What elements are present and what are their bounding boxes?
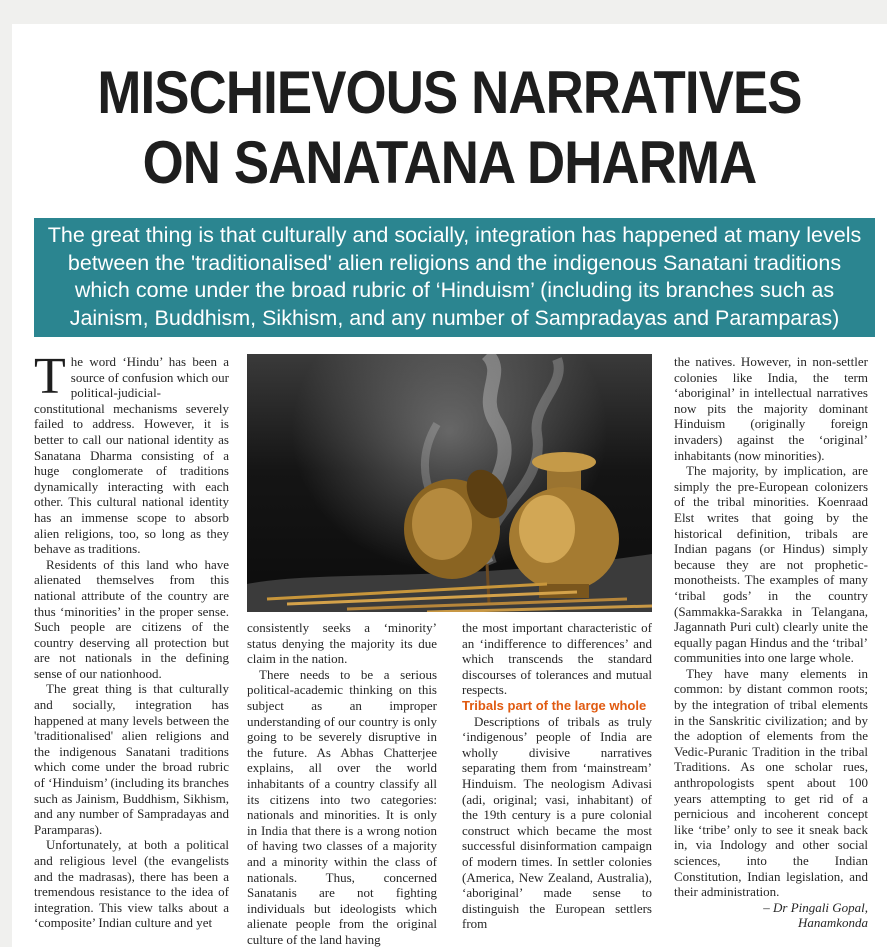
paragraph: The great thing is that culturally and socially, integration has happened at many levels between the 'traditionalised' alien religions and the indigenous Sanatani traditions which come under the broad rubric of ‘Hinduism’ (including its branches such as Jainism, Buddhism, Sikhism, and any number of Sampradayas and Paramparas). xyxy=(34,681,229,837)
paragraph: the most important characteristic of an ‘indifference to differences’ and which transcends the standard discourses of tolerances and mutual respects. xyxy=(462,620,652,698)
paragraph: Unfortunately, at both a political and religious level (the evangelists and the madrasas), there has been a tremendous resistance to the idea of integration. This view talks about a ‘composite’ Indian culture and yet xyxy=(34,837,229,931)
column-1 xyxy=(34,348,229,931)
column-2 xyxy=(247,620,437,947)
deck-line: between the 'traditionalised' alien religions and the indigenous Sanatani traditions xyxy=(67,250,842,275)
lead-paragraph xyxy=(34,348,229,557)
newspaper-page xyxy=(12,24,887,947)
deck-line: Jainism, Buddhism, Sikhism, and any number of Sampradayas and Paramparas) xyxy=(69,305,840,330)
headline xyxy=(65,58,835,198)
paragraph: They have many elements in common: by distant common roots; by the integration of tribal elements in the Sanskritic civilization; and by the adoption of elements from the Vedic-Puranic Tradition in the tribal Traditions. As one scholar rues, anthropologists spent about 100 years attempting to get rid of a pernicious and incoherent concept like ‘tribe’ only to see it sneak back in, via Indology and other social sciences, into the Indian Constitution, Indian legislation, and their administration. xyxy=(674,665,868,900)
dropcap: T xyxy=(34,348,66,405)
headline-line-2: ON SANATANA DHARMA xyxy=(142,129,757,196)
deck-standfirst xyxy=(34,218,875,337)
headline-line-1: MISCHIEVOUS NARRATIVES xyxy=(97,59,802,126)
deck-line: The great thing is that culturally and socially, integration has happened at many levels xyxy=(47,223,862,247)
paragraph: Descriptions of tribals as truly ‘indigenous’ people of India are wholly divisive narratives separating them from ‘mainstream’ Hinduism. The neologism Adivasi (adi, original; vasi, inhabitant) of the 19th century is a pure colonial construct which became the most successful disinformation campaign of modern times. In settler colonies (America, New Zealand, Australia), ‘aboriginal’ made sense to distinguish the European settlers from xyxy=(462,713,652,932)
photo-illustration xyxy=(247,354,652,612)
deck-line: which come under the broad rubric of ‘Hinduism’ (including its branches such as xyxy=(74,278,835,302)
subheading: Tribals part of the large whole xyxy=(462,697,647,713)
paragraph: There needs to be a serious political-academic thinking on this subject as an improper understanding of our country is only going to be severely disruptive in the future. As Abhas Chatterjee explains, all over the world inhabitants of a country classify all its citizens into two categories: nationals and minorities. It is only in India that there is a wrong notion of having two classes of a majority and a minority within the class of nationals. Thus, concerned Sanatanis are not fighting individuals but ideologists which alienate people from the original culture of the land having xyxy=(247,666,437,947)
byline-place: Hanamkonda xyxy=(797,915,868,931)
paragraph-text: he word ‘Hindu’ has been a source of confusion which our political-judicial-constitutional mechanisms severely failed to address. However, it is better to call our national identity as Sanatana Dharma consisting of a huge conglomerate of traditions dynamically interacting with each other. This cultural national identity has an immense scope to absorb alien religions, too, so long as they behave as traditions. xyxy=(34,354,229,557)
brass-pots-photo xyxy=(247,354,652,612)
paragraph: Residents of this land who have alienated themselves from this national attribute of the country are thus ‘minorities’ in the proper sense. Such people are citizens of the country deserving all protection but are not nationals in the defining sense of our nationhood. xyxy=(34,556,229,681)
byline-author: – Dr Pingali Gopal, xyxy=(763,899,868,915)
paragraph: consistently seeks a ‘minority’ status denying the majority its due claim in the nation. xyxy=(247,620,437,667)
paragraph: the natives. However, in non-settler colonies like India, the term ‘aboriginal’ in intellectual narratives now pits the majority dominant Hinduism (originally foreign invaders) against the ‘original’ inhabitants (now minorities). xyxy=(674,354,868,463)
column-3 xyxy=(462,620,652,932)
paragraph: The majority, by implication, are simply the pre-European colonizers of the tribal minorities. Koenraad Elst writes that going by the historical definition, tribals are Indian pagans (or Hindus) simply because they are not prophetic-monotheists. The examples of many ‘tribal gods’ in the country (Sammakka-Sarakka in Telangana, Jagannath Puri cult) clearly unite the equally pagan Hindus and the ‘tribal’ communities into one large whole. xyxy=(674,463,868,666)
column-4 xyxy=(674,354,868,931)
